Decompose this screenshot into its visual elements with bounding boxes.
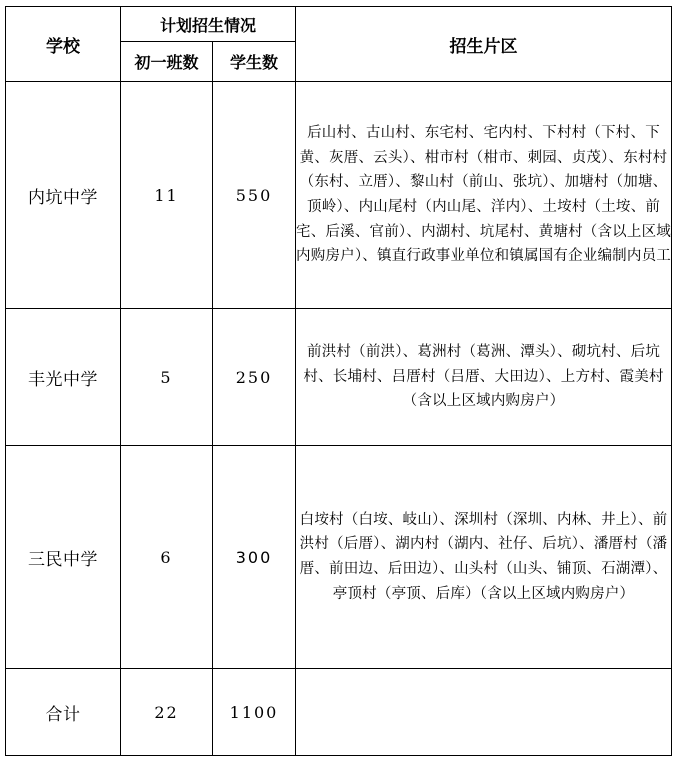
total-students: 1100 <box>213 669 296 756</box>
student-count: 250 <box>213 309 296 446</box>
table-row-neikeng <box>6 82 672 309</box>
class-count: 5 <box>121 309 213 446</box>
school-name: 内坑中学 <box>6 82 121 309</box>
header-row-top <box>6 7 672 42</box>
header-area: 招生片区 <box>296 7 672 82</box>
table-row-sanmin <box>6 446 672 669</box>
student-count: 300 <box>213 446 296 669</box>
school-name: 三民中学 <box>6 446 121 669</box>
table-row-fengguang <box>6 309 672 446</box>
header-students: 学生数 <box>213 42 296 82</box>
class-count: 6 <box>121 446 213 669</box>
total-label: 合计 <box>6 669 121 756</box>
total-classes: 22 <box>121 669 213 756</box>
enrollment-area: 白垵村（白垵、岐山）、深圳村（深圳、内林、井上）、前洪村（后厝）、湖内村（湖内、社仔、后坑）、潘厝村（潘厝、前田边、后田边）、山头村（山头、铺顶、石湖潭）、亭顶村（亭顶、后库）（含以上区域内购房户） <box>296 446 672 669</box>
student-count: 550 <box>213 82 296 309</box>
enrollment-area: 后山村、古山村、东宅村、宅内村、下村村（下村、下黄、灰厝、云头）、柑市村（柑市、刺园、贞茂）、东村村（东村、立厝）、黎山村（前山、张坑）、加塘村（加塘、顶岭）、内山尾村（内山尾、洋内）、土垵村（土垵、前宅、后溪、官前）、内湖村、坑尾村、黄塘村（含以上区域内购房户）、镇直行政事业单位和镇属国有企业编制内员工 <box>296 82 672 309</box>
class-count: 11 <box>121 82 213 309</box>
header-plan: 计划招生情况 <box>121 7 296 42</box>
enrollment-area: 前洪村（前洪）、葛洲村（葛洲、潭头）、砌坑村、后坑村、长埔村、吕厝村（吕厝、大田边）、上方村、霞美村（含以上区域内购房户） <box>296 309 672 446</box>
header-school: 学校 <box>6 7 121 82</box>
school-name: 丰光中学 <box>6 309 121 446</box>
table-row-total <box>6 669 672 756</box>
enrollment-table <box>5 6 672 756</box>
total-area <box>296 669 672 756</box>
header-classes: 初一班数 <box>121 42 213 82</box>
